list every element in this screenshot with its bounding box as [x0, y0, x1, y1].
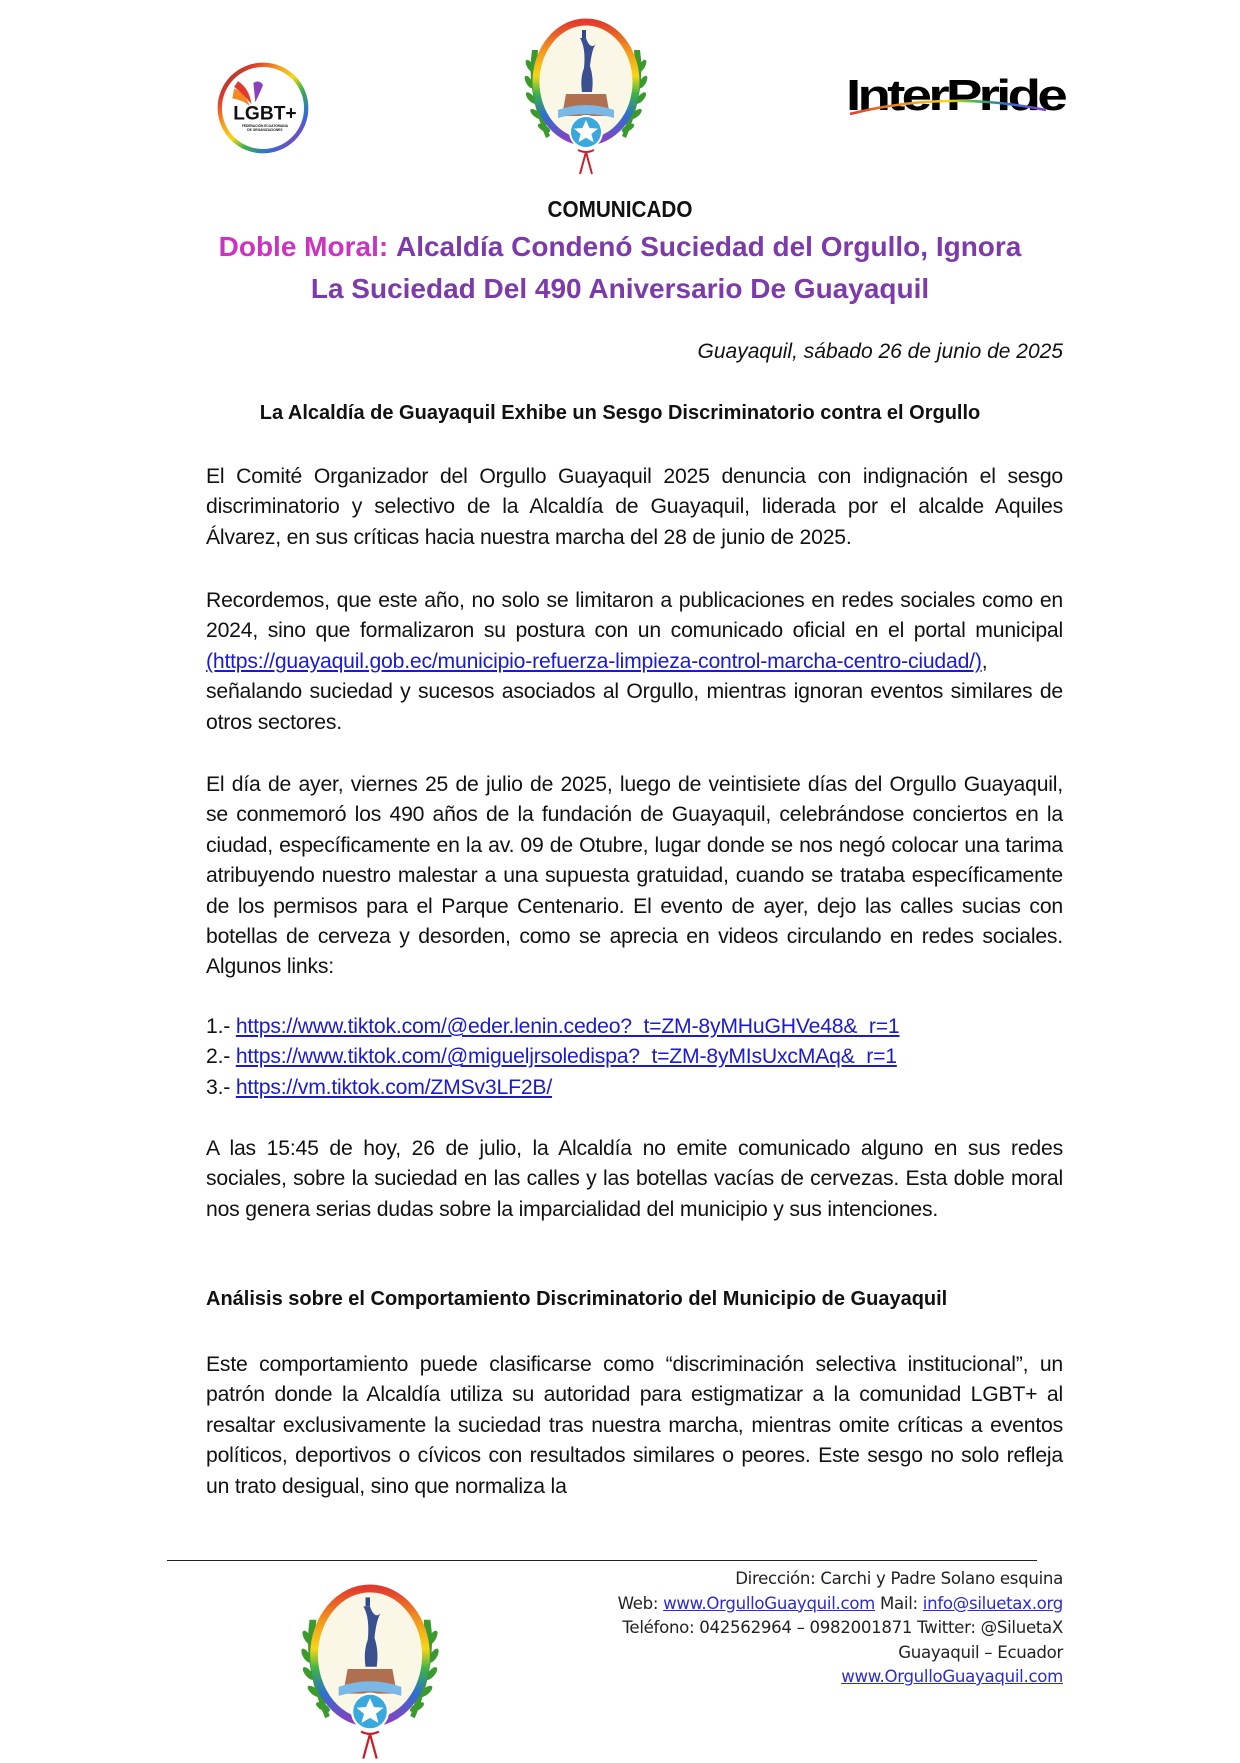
web-label: Web: — [617, 1593, 664, 1613]
lgbt-federation-logo — [215, 60, 311, 156]
svg-text:FEDERACIÓN ECUATORIANA: FEDERACIÓN ECUATORIANA — [241, 124, 288, 129]
orgullo-guayaquil-crest — [518, 10, 654, 178]
tiktok-link-3[interactable]: https://vm.tiktok.com/ZMSv3LF2B/ — [235, 1075, 553, 1099]
footer-address: Dirección: Carchi y Padre Solano esquina — [735, 1569, 1063, 1588]
footer-web-mail — [618, 1592, 1063, 1617]
tiktok-link-1[interactable]: https://www.tiktok.com/@eder.lenin.cedeo?_t=ZM-8yMHuGHVe48&_r=1 — [235, 1015, 900, 1038]
paragraph-4: A las 15:45 de hoy, 26 de julio, la Alcaldía no emite comunicado alguno en sus redes sociales, sobre la suciedad en las calles y las botellas vacías de cervezas. Esta doble moral nos genera serias dudas sobre la imparcialidad del municipio y sus intenciones. — [206, 1137, 1063, 1221]
title-accent: Doble Moral: — [218, 231, 389, 262]
list-number: 2.- — [206, 1045, 236, 1069]
svg-text:InterPride: InterPride — [846, 71, 1066, 120]
subheading: La Alcaldía de Guayaquil Exhibe un Sesgo Discriminatorio contra el Orgullo — [259, 402, 981, 424]
footer-divider — [167, 1560, 1037, 1561]
footer-mail-link[interactable]: info@siluetax.org — [922, 1593, 1063, 1613]
list-item — [206, 1012, 900, 1042]
footer-contact-info — [618, 1567, 1063, 1690]
paragraph-2-text-after: , señalando suciedad y sucesos asociados al Orgullo, mientras ignoran eventos similares de otros sectores. — [206, 649, 1063, 734]
paragraph-5: Este comportamiento puede clasificarse como “discriminación selectiva institucional”, un patrón donde la Alcaldía utiliza su autoridad para estigmatizar a la comunidad LGBT+ al resaltar exclusivamente la suciedad tras nuestra marcha, mientras omite críticas a eventos políticos, deportivos o cívicos con resultados similares o peores. Este sesgo no solo refleja un trato desigual, sino que normaliza la — [206, 1353, 1063, 1498]
svg-text:LGBT+: LGBT+ — [233, 103, 297, 125]
svg-text:DE ORGANIZACIONES: DE ORGANIZACIONES — [247, 128, 283, 133]
mail-label: Mail: — [875, 1593, 923, 1613]
title-line1: Alcaldía Condenó Suciedad del Orgullo, Ignora — [395, 231, 1022, 262]
list-item — [206, 1042, 900, 1072]
list-number: 3.- — [206, 1075, 236, 1099]
paragraph-2 — [206, 586, 1063, 738]
municipal-portal-link[interactable]: (https://guayaquil.gob.ec/municipio-refuerza-limpieza-control-marcha-centro-ciudad/) — [206, 649, 982, 673]
tiktok-link-2[interactable]: https://www.tiktok.com/@migueljrsoledispa?_t=ZM-8yMIsUxcMAq&_r=1 — [235, 1045, 897, 1069]
document-date: Guayaquil, sábado 26 de junio de 2025 — [697, 340, 1063, 363]
list-number: 1.- — [206, 1015, 236, 1038]
footer-city: Guayaquil – Ecuador — [898, 1642, 1063, 1662]
footer-phone: Teléfono: 042562964 – 0982001871 Twitter: @SiluetaX — [622, 1618, 1063, 1637]
video-links-list — [206, 1012, 900, 1103]
document-label: COMUNICADO — [547, 196, 693, 222]
interpride-logo — [846, 70, 1068, 120]
paragraph-1: El Comité Organizador del Orgullo Guayaquil 2025 denuncia con indignación el sesgo discriminatorio y selectivo de la Alcaldía de Guayaquil, liderada por el alcalde Aquiles Álvarez, en sus críticas hacia nuestra marcha del 28 de junio de 2025. — [206, 465, 1063, 549]
list-item — [206, 1073, 900, 1103]
title-line2: La Suciedad Del 490 Aniversario De Guayaquil — [310, 273, 930, 304]
paragraph-3: El día de ayer, viernes 25 de julio de 2025, luego de veintisiete días del Orgullo Guayaquil, se conmemoró los 490 años de la fundación de Guayaquil, celebrándose conciertos en la ciudad, específicamente en la av. 09 de Otubre, lugar donde se nos negó colocar una tarima atribuyendo nuestro malestar a una supuesta gratuidad, cuando se trataba específicamente de los permisos para el Parque Centenario. El evento de ayer, dejo las calles sucias con botellas de cerveza y desorden, como se aprecia en videos circulando en redes sociales. Algunos links: — [206, 773, 1063, 979]
document-title — [180, 226, 1060, 310]
paragraph-2-text: Recordemos, que este año, no solo se limitaron a publicaciones en redes sociales como en 2024, sino que formalizaron su postura con un comunicado oficial en el portal municipal — [206, 589, 1063, 643]
footer-web-link[interactable]: www.OrgulloGuayquil.com — [663, 1593, 876, 1613]
footer-site-link[interactable]: www.OrgulloGuayaquil.com — [841, 1667, 1063, 1686]
orgullo-guayaquil-footer-crest — [290, 1575, 450, 1763]
section-heading-analysis: Análisis sobre el Comportamiento Discriminatorio del Municipio de Guayaquil — [206, 1288, 948, 1310]
